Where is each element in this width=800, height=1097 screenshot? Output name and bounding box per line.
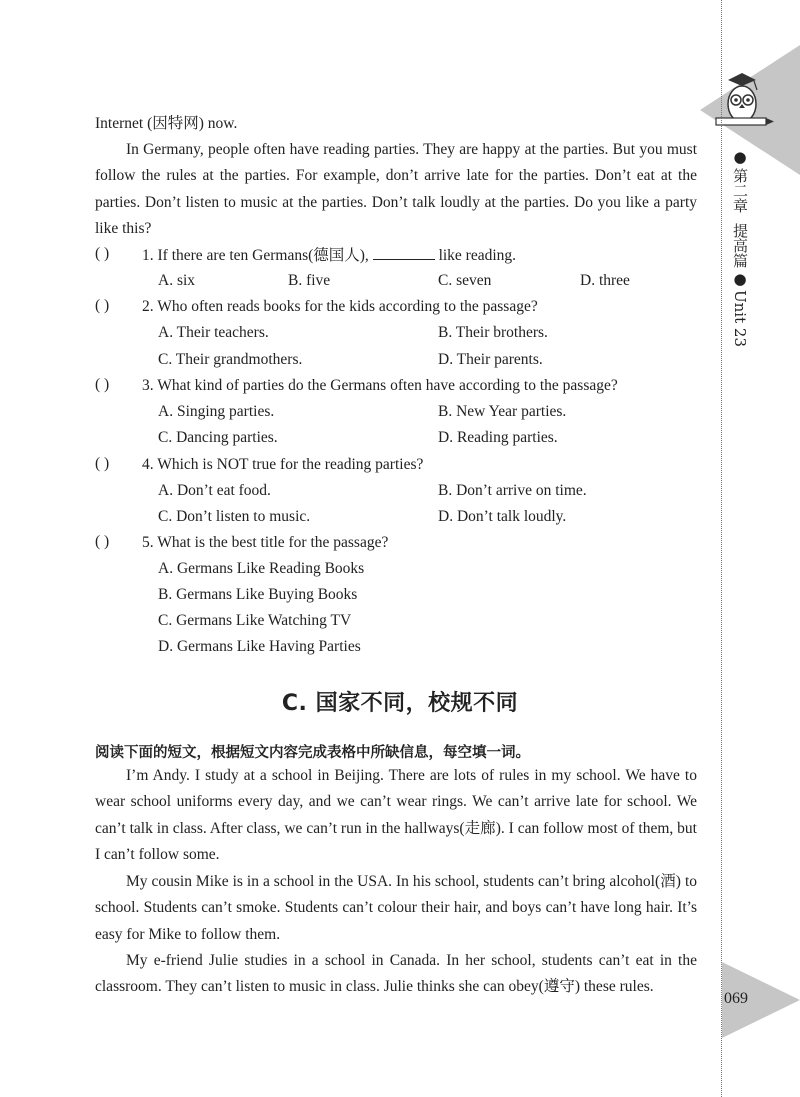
question-2-option-a[interactable]: A. Their teachers. bbox=[158, 324, 269, 341]
question-1-option-d[interactable]: D. three bbox=[580, 272, 630, 289]
question-4-option-d[interactable]: D. Don’t talk loudly. bbox=[438, 508, 567, 525]
question-1-option-c[interactable]: C. seven bbox=[438, 272, 492, 289]
passage-paragraph: In Germany, people often have reading parties. They are happy at the parties. But you must follow the rules at the parties. For example, don’t arrive late for the parties. Don’t eat at the parties. Don’t listen to music at the parties. Don’t talk loudly at the parties. Do you like a party like this? bbox=[95, 141, 697, 237]
section-label: 提高篇 bbox=[731, 223, 749, 268]
passage-fragment: Internet (因特网) now. bbox=[95, 115, 238, 132]
section-instruction: 阅读下面的短文，根据短文内容完成表格中所缺信息，每空填一词。 bbox=[95, 745, 530, 761]
bullet-icon: ● bbox=[733, 270, 747, 288]
margin-dotted-line bbox=[721, 0, 722, 1097]
bullet-icon: ● bbox=[733, 148, 747, 166]
question-4-option-b[interactable]: B. Don’t arrive on time. bbox=[438, 482, 587, 499]
question-3-option-b[interactable]: B. New Year parties. bbox=[438, 403, 567, 420]
question-5-option-c[interactable]: C. Germans Like Watching TV bbox=[158, 612, 352, 629]
section-heading: C. 国家不同，校规不同 bbox=[281, 691, 519, 716]
chapter-label: 第二章 bbox=[731, 168, 749, 213]
question-4-option-a[interactable]: A. Don’t eat food. bbox=[158, 482, 271, 499]
question-3-stem: 3. What kind of parties do the Germans often have according to the passage? bbox=[142, 377, 618, 394]
page-number: 069 bbox=[724, 990, 748, 1007]
question-1-option-a[interactable]: A. six bbox=[158, 272, 196, 289]
answer-bracket[interactable]: ( ) bbox=[95, 455, 110, 472]
answer-bracket[interactable]: ( ) bbox=[95, 245, 110, 262]
question-3-option-c[interactable]: C. Dancing parties. bbox=[158, 429, 278, 446]
question-3-option-a[interactable]: A. Singing parties. bbox=[158, 403, 275, 420]
question-5-stem: 5. What is the best title for the passage? bbox=[142, 534, 389, 551]
question-4-option-c[interactable]: C. Don’t listen to music. bbox=[158, 508, 311, 525]
answer-bracket[interactable]: ( ) bbox=[95, 297, 110, 314]
question-5-option-b[interactable]: B. Germans Like Buying Books bbox=[158, 586, 358, 603]
question-5-option-a[interactable]: A. Germans Like Reading Books bbox=[158, 560, 365, 577]
passage-paragraph: My e-friend Julie studies in a school in Canada. In her school, students can’t eat in the classroom. They can’t listen to music in class. Julie thinks she can obey(遵守) these rules. bbox=[95, 952, 697, 996]
question-5-option-d[interactable]: D. Germans Like Having Parties bbox=[158, 638, 361, 655]
passage-paragraph: I’m Andy. I study at a school in Beijing. There are lots of rules in my school. We have to wear school uniforms every day, and we can’t wear rings. We can’t arrive late for school. We can’t talk in class. After class, we can’t run in the hallways(走廊). I can follow most of them, but I can’t follow some. bbox=[95, 767, 697, 863]
unit-label: Unit 23 bbox=[731, 290, 749, 347]
side-running-header bbox=[729, 148, 751, 347]
question-2-option-b[interactable]: B. Their brothers. bbox=[438, 324, 548, 341]
question-1-option-b[interactable]: B. five bbox=[288, 272, 331, 289]
question-2-stem: 2. Who often reads books for the kids according to the passage? bbox=[142, 298, 538, 315]
answer-blank[interactable] bbox=[373, 245, 435, 260]
answer-bracket[interactable]: ( ) bbox=[95, 533, 110, 550]
question-3-option-d[interactable]: D. Reading parties. bbox=[438, 429, 558, 446]
question-4-stem: 4. Which is NOT true for the reading parties? bbox=[142, 456, 424, 473]
question-2-option-c[interactable]: C. Their grandmothers. bbox=[158, 351, 303, 368]
question-2-option-d[interactable]: D. Their parents. bbox=[438, 351, 543, 368]
passage-paragraph: My cousin Mike is in a school in the USA. In his school, students can’t bring alcohol(酒) to school. Students can’t smoke. Students can’t colour their hair, and boys can’t have long hair. It’s easy for Mike to follow them. bbox=[95, 873, 697, 943]
answer-bracket[interactable]: ( ) bbox=[95, 376, 110, 393]
question-1-stem: 1. If there are ten Germans(德国人), like reading. bbox=[142, 247, 517, 264]
